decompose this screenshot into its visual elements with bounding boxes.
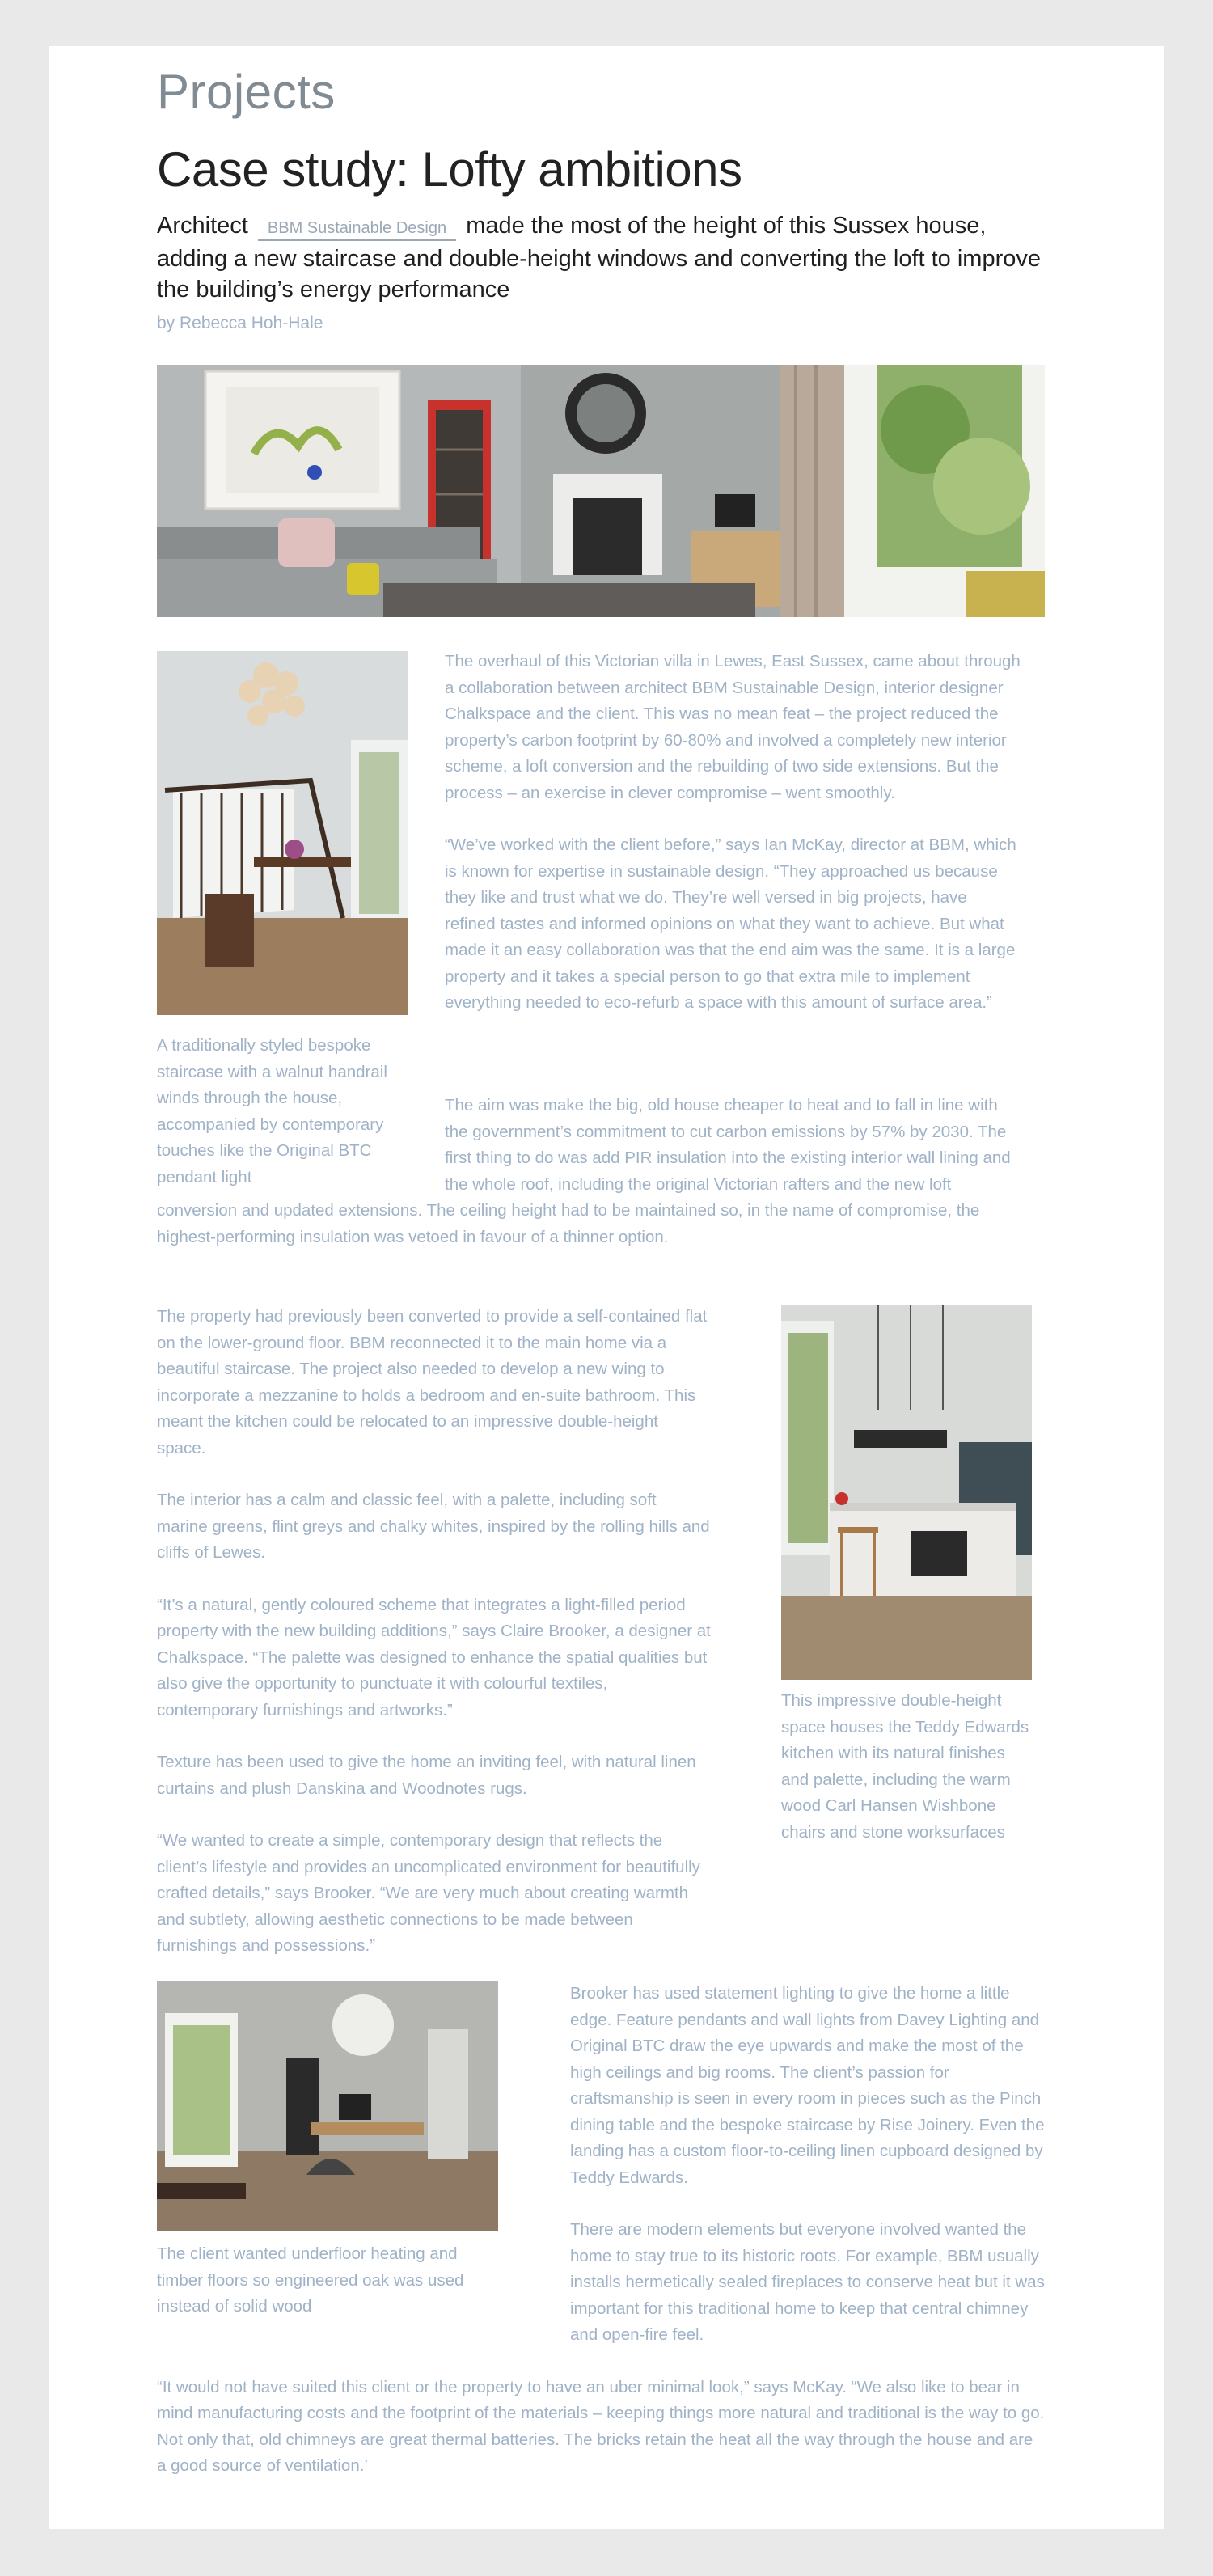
paragraph: “It’s a natural, gently coloured scheme that integrates a light-filled period property with the new building additions,” says Claire Brooker, a designer at Chalkspace. “The palette was designed to enhance the spatial qualities but also give the opportunity to punctuate it with colourful textiles, contemporary furnishings and artworks.”: [157, 1595, 711, 1719]
study-caption: The client wanted underfloor heating and timber floors so engineered oak was used instead of solid wood: [157, 2244, 464, 2316]
article-headline: Case study: Lofty ambitions: [157, 142, 742, 197]
kitchen-caption: This impressive double-height space houses the Teddy Edwards kitchen with its natural finishes and palette, including the warm wood Carl Hansen Wishbone chairs and stone worksurfaces: [781, 1691, 1029, 1842]
paragraph: The property had previously been converted to provide a self-contained flat on the lower-ground floor. BBM reconnected it to the main home via a beautiful staircase. The project also needed to develop a new wing to incorporate a mezzanine to holds a bedroom and en-suite bathroom. This meant the kitchen could be relocated to an impressive double-height space.: [157, 1307, 708, 1457]
byline: by Rebecca Hoh-Hale: [157, 314, 323, 332]
architect-link[interactable]: BBM Sustainable Design: [258, 219, 456, 241]
paragraph: Brooker has used statement lighting to give the home a little edge. Feature pendants and wall lights from Davey Lighting and Original BTC draw the eye upwards and make the most of the high ceilings and big rooms. The client’s passion for craftsmanship is seen in every room in pieces such as the Pinch dining table and the bespoke staircase by Rise Joinery. Even the landing has a custom floor-to-ceiling linen cupboard designed by Teddy Edwards.: [570, 1984, 1045, 2187]
article-text-block-3: [157, 1304, 1014, 1986]
paragraph: “It would not have suited this client or the property to have an uber minimal look,” says McKay. “We also like to bear in mind manufacturing costs and the footprint of the materials – keeping things more natural and traditional is the way to go. Not only that, old chimneys are great thermal batteries. The bricks retain the heat all the way through the house and are a good source of ventilation.’: [157, 2377, 1045, 2475]
article-page: [49, 46, 1164, 2529]
section-label: Projects: [157, 65, 336, 119]
standfirst: [157, 210, 1063, 305]
article-text-block-1: [445, 649, 1021, 1043]
standfirst-text: made the most of the height of this Sussex house, adding a new staircase and double-height windows and converting the loft to improve the building’s energy performance: [157, 213, 1042, 302]
article-text-block-2: [157, 1093, 1021, 1276]
paragraph: The overhaul of this Victorian villa in Lewes, East Sussex, came about through a collaboration between architect BBM Sustainable Design, interior designer Chalkspace and the client. This was no mean feat – the project reduced the property’s carbon footprint by 60-80% and involved a completely new interior scheme, a loft conversion and the rebuilding of two side extensions. But the process – an exercise in clever compromise – went smoothly.: [445, 652, 1021, 802]
staircase-photo: [157, 651, 408, 1015]
paragraph: “We wanted to create a simple, contemporary design that reflects the client’s lifestyle and provides an uncomplicated environment for beautifully crafted details,” says Brooker. “We are very much about creating warmth and subtlety, allowing aesthetic connections to be made between furnishings and possessions.”: [157, 1831, 700, 1955]
paragraph: “We’ve worked with the client before,” says Ian McKay, director at BBM, which is known for expertise in sustainable design. “They approached us because they like and trust what we do. They’re well versed in big projects, have refined tastes and informed opinions on what they want to achieve. But what made it an easy collaboration was that the end aim was the same. It is a large property and it takes a special person to go that extra mile to implement everything needed to eco-refurb a space with this amount of surface area.”: [445, 835, 1016, 1012]
paragraph: Texture has been used to give the home an inviting feel, with natural linen curtains and plush Danskina and Woodnotes rugs.: [157, 1753, 696, 1798]
paragraph: There are modern elements but everyone involved wanted the home to stay true to its historic roots. For example, BBM usually installs hermetically sealed fireplaces to conserve heat but it was important for this traditional home to keep that central chimney and open-fire feel.: [570, 2220, 1045, 2344]
staircase-caption: A traditionally styled bespoke staircase with a walnut handrail winds through the house, accompanied by contemporary touches like the Original BTC pendant light: [157, 1036, 387, 1186]
living-room-photo: [157, 365, 1045, 617]
paragraph: The interior has a calm and classic feel, with a palette, including soft marine greens, flint greys and chalky whites, inspired by the rolling hills and cliffs of Lewes.: [157, 1491, 710, 1562]
paragraph: The aim was make the big, old house cheaper to heat and to fall in line with the government’s commitment to cut carbon emissions by 57% by 2030. The first thing to do was add PIR insulation into the existing interior wall lining and the whole roof, including the original Victorian rafters and the new loft conversion and updated extensions. The ceiling height had to be maintained so, in the name of compromise, the highest-performing insulation was vetoed in favour of a thinner option.: [157, 1096, 1011, 1246]
article-text-block-4: [157, 1981, 1046, 2506]
standfirst-prefix: Architect: [157, 213, 248, 239]
